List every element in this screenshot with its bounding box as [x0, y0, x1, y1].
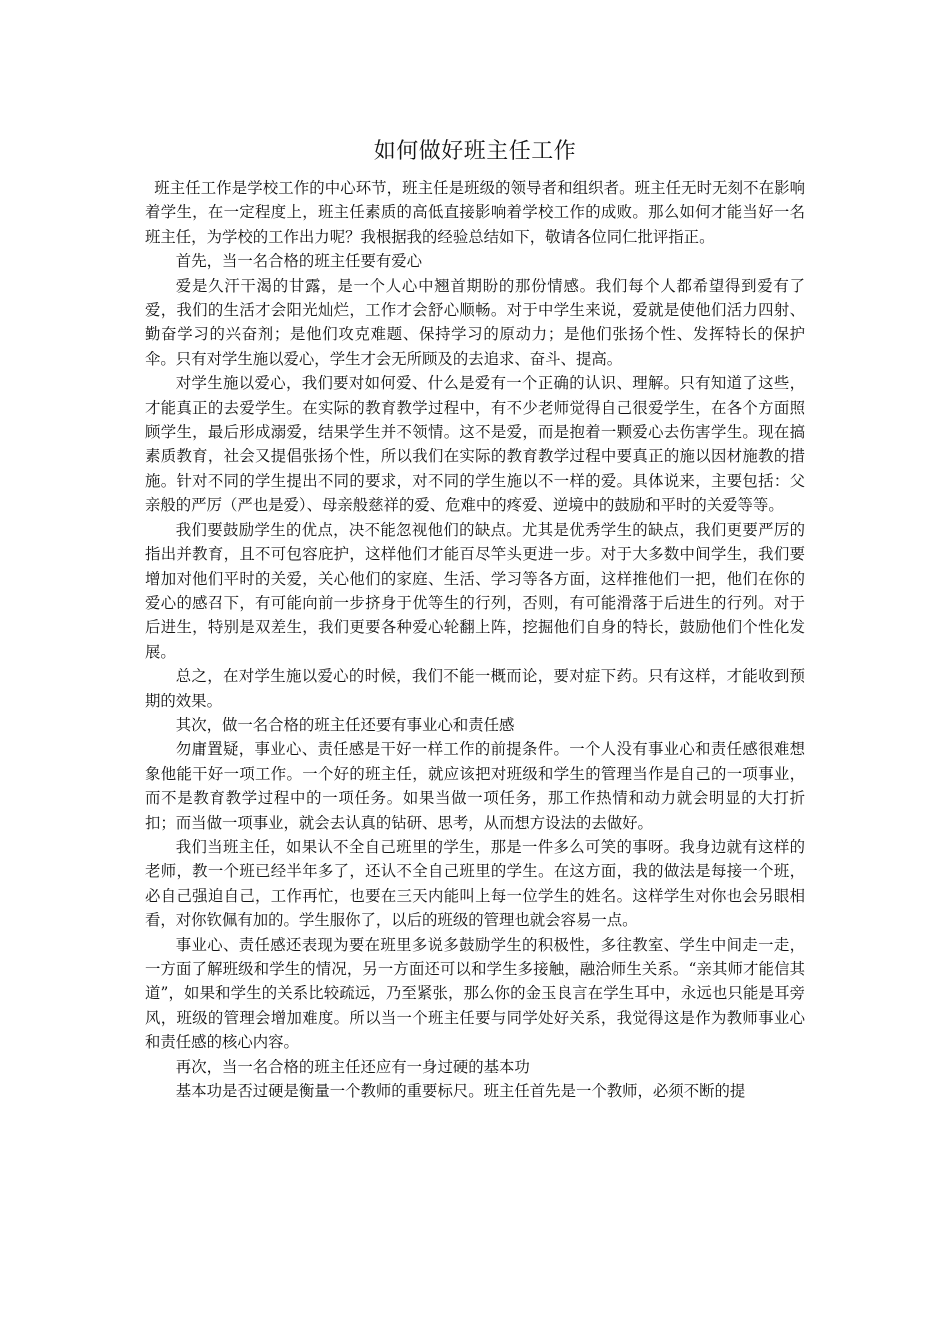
paragraph: 事业心、责任感还表现为要在班里多说多鼓励学生的积极性，多往教室、学生中间走一走，一方面了解班级和学生的情况，另一方面还可以和学生多接触，融洽师生关系。“亲其师才能信其道”，如果和学生的关系比较疏远，乃至紧张，那么你的金玉良言在学生耳中，永远也只能是耳旁风，班级的管理会增加难度。所以当一个班主任要与同学处好关系，我觉得这是作为教师事业心和责任感的核心内容。: [145, 935, 805, 1052]
document-title: 如何做好班主任工作: [373, 139, 577, 164]
paragraph: 总之，在对学生施以爱心的时候，我们不能一概而论，要对症下药。只有这样，才能收到预期的效果。: [145, 667, 805, 710]
section-heading-love: 首先，当一名合格的班主任要有爱心: [175, 252, 423, 271]
section-heading-responsibility: 其次，做一名合格的班主任还要有事业心和责任感: [175, 715, 515, 734]
section-heading-skills: 再次，当一名合格的班主任还应有一身过硬的基本功: [175, 1057, 530, 1076]
paragraph: 勿庸置疑，事业心、责任感是干好一样工作的前提条件。一个人没有事业心和责任感很难想象他能干好一项工作。一个好的班主任，就应该把对班级和学生的管理当作是自己的一项事业，而不是教育教学过程中的一项任务。如果当做一项任务，那工作热情和动力就会明显的大打折扣；而当做一项事业，就会去认真的钻研、思考，从而想方设法的去做好。: [145, 740, 805, 832]
document-page: [145, 134, 805, 1103]
paragraph: 对学生施以爱心，我们要对如何爱、什么是爱有一个正确的认识、理解。只有知道了这些，才能真正的去爱学生。在实际的教育教学过程中，有不少老师觉得自己很爱学生，在各个方面照顾学生，最后形成溺爱，结果学生并不领情。这不是爱，而是抱着一颗爱心去伤害学生。现在搞素质教育，社会又提倡张扬个性，所以我们在实际的教育教学过程中要真正的施以因材施教的措施。针对不同的学生提出不同的要求，对不同的学生施以不一样的爱。具体说来，主要包括：父亲般的严厉（严也是爱）、母亲般慈祥的爱、危难中的疼爱、逆境中的鼓励和平时的关爱等等。: [145, 374, 805, 515]
paragraph: 爱是久汗干渴的甘露，是一个人心中翘首期盼的那份情感。我们每个人都希望得到爱有了爱，我们的生活才会阳光灿烂，工作才会舒心顺畅。对于中学生来说，爱就是使他们活力四射、勤奋学习的兴奋剂；是他们攻克难题、保持学习的原动力；是他们张扬个性、发挥特长的保护伞。只有对学生施以爱心，学生才会无所顾及的去追求、奋斗、提高。: [145, 276, 805, 368]
paragraph-intro: 班主任工作是学校工作的中心环节，班主任是班级的领导者和组织者。班主任无时无刻不在影响着学生，在一定程度上，班主任素质的高低直接影响着学校工作的成败。那么如何才能当好一名班主任，为学校的工作出力呢？我根据我的经验总结如下，敬请各位同仁批评指正。: [145, 179, 805, 246]
paragraph: 基本功是否过硬是衡量一个教师的重要标尺。班主任首先是一个教师，必须不断的提: [175, 1082, 746, 1101]
paragraph: 我们要鼓励学生的优点，决不能忽视他们的缺点。尤其是优秀学生的缺点，我们更要严厉的指出并教育，且不可包容庇护，这样他们才能百尽竿头更进一步。对于大多数中间学生，我们要增加对他们平时的关爱，关心他们的家庭、生活、学习等各方面，这样推他们一把，他们在你的爱心的感召下，有可能向前一步挤身于优等生的行列，否则，有可能滑落于后进生的行列。对于后进生，特别是双差生，我们更要各种爱心轮翻上阵，挖掘他们自身的特长，鼓励他们个性化发展。: [145, 520, 805, 661]
paragraph: 我们当班主任，如果认不全自己班里的学生，那是一件多么可笑的事呀。我身边就有这样的老师，教一个班已经半年多了，还认不全自己班里的学生。在这方面，我的做法是每接一个班，必自己强迫自己，工作再忙，也要在三天内能叫上每一位学生的姓名。这样学生对你也会另眼相看，对你钦佩有加的。学生服你了，以后的班级的管理也就会容易一点。: [145, 837, 805, 930]
